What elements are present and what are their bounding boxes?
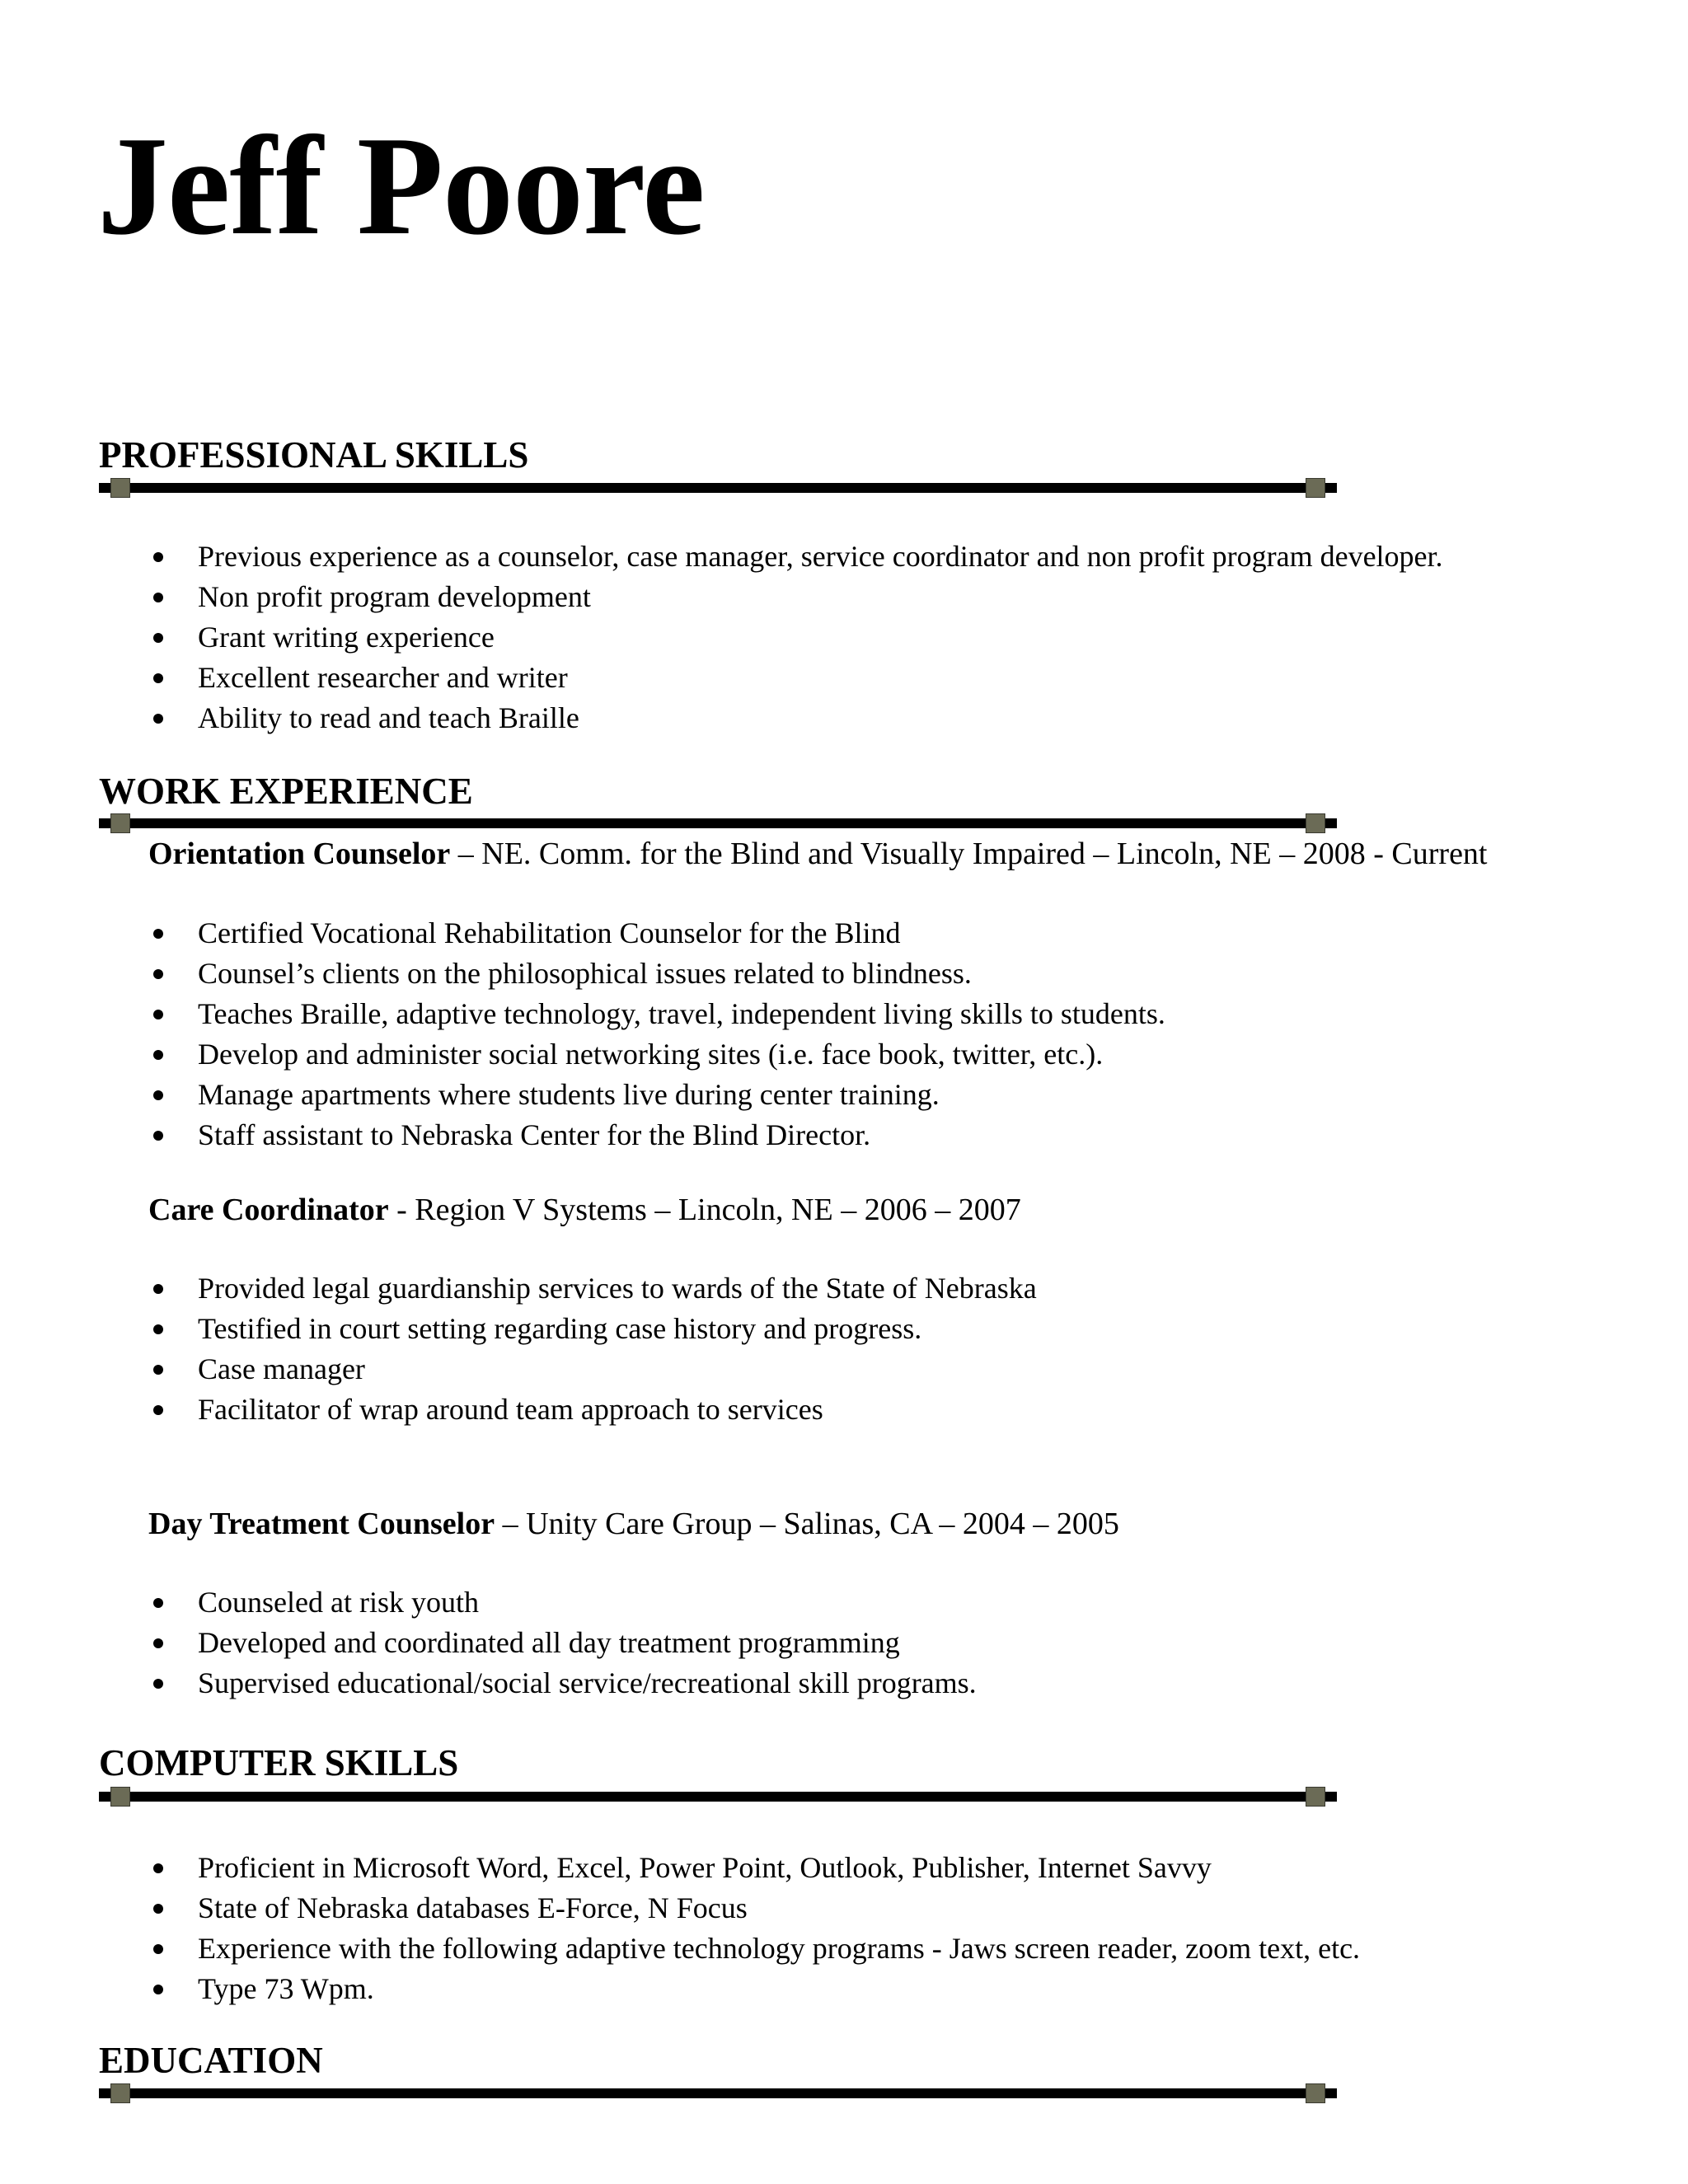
bullet-icon [153,929,163,939]
bullet-icon [153,552,163,562]
bullet-icon [153,1904,163,1914]
bullet-icon [153,1944,163,1954]
bullet-icon [153,1050,163,1060]
bullet-icon [153,1863,163,1873]
section-title-computer-skills: COMPUTER SKILLS [99,1742,459,1783]
bullet-icon [153,633,163,643]
job-heading-care-coordinator: Care Coordinator - Region V Systems – Lincoln, NE – 2006 – 2007 [148,1193,1021,1227]
section-divider-work-experience [99,817,1337,830]
bullet-icon [153,714,163,724]
bullet-icon [153,593,163,602]
job-heading-day-treatment-counselor: Day Treatment Counselor – Unity Care Group – Salinas, CA – 2004 – 2005 [148,1507,1119,1541]
section-divider-professional-skills [99,481,1337,494]
bullet-icon [153,1324,163,1334]
bullet-icon [153,969,163,979]
section-divider-computer-skills [99,1790,1337,1803]
resume-name: Jeff Poore [97,108,705,265]
bullet-icon [153,1365,163,1375]
bullet-icon [153,1284,163,1294]
bullet-icon [153,1131,163,1141]
bullet-icon [153,1090,163,1100]
section-title-work-experience: WORK EXPERIENCE [99,771,473,812]
bullet-icon [153,1638,163,1648]
section-title-professional-skills: PROFESSIONAL SKILLS [99,434,529,476]
bullet-icon [153,1405,163,1415]
section-title-education: EDUCATION [99,2040,323,2081]
bullet-icon [153,1985,163,1994]
bullet-icon [153,1679,163,1689]
section-divider-education [99,2087,1337,2100]
bullet-icon [153,673,163,683]
bullet-icon [153,1010,163,1019]
bullet-icon [153,1598,163,1608]
job-heading-orientation-counselor: Orientation Counselor – NE. Comm. for the Blind and Visually Impaired – Lincoln, NE – 2008 - Current [148,837,1488,871]
